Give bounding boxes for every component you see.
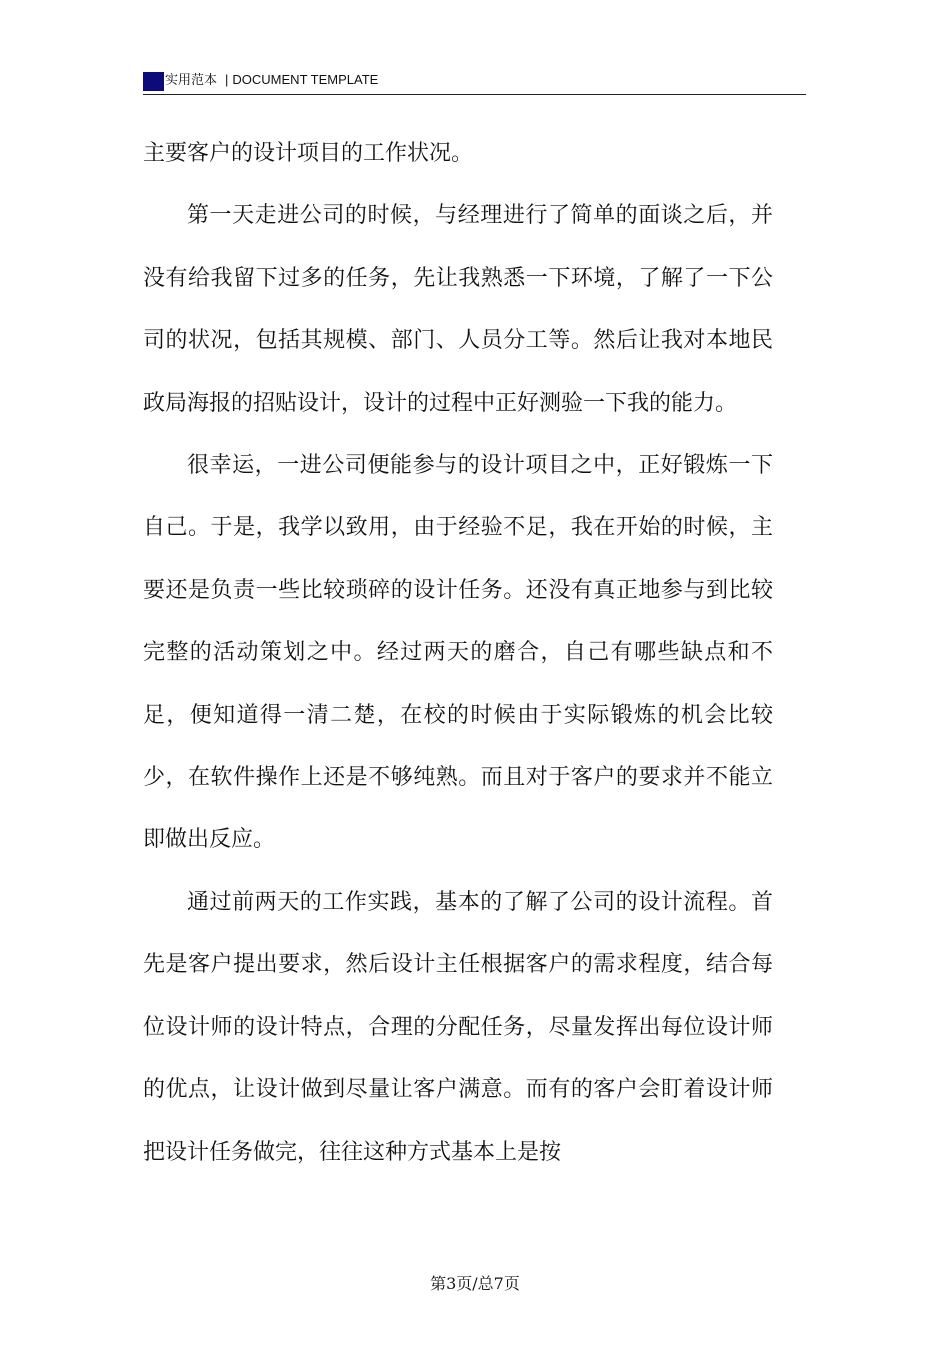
paragraph: 第一天走进公司的时候，与经理进行了简单的面谈之后，并没有给我留下过多的任务，先让我熟悉一下环境，了解了一下公司的状况，包括其规模、部门、人员分工等。然后让我对本地民政局海报的招贴设计，设计的过程中正好测验一下我的能力。	[143, 203, 773, 416]
header-logo-block	[143, 72, 164, 91]
header-title-cn: 实用范本	[165, 72, 218, 87]
page-footer	[0, 1274, 950, 1294]
paragraph-continued: 主要客户的设计项目的工作状况。	[143, 141, 474, 166]
header-title	[165, 72, 378, 88]
document-body	[143, 123, 773, 1184]
header-title-en: DOCUMENT TEMPLATE	[232, 72, 379, 87]
page-number: 第3页/总7页	[430, 1274, 520, 1293]
paragraph: 通过前两天的工作实践，基本的了解了公司的设计流程。首先是客户提出要求，然后设计主任根据客户的需求程度，结合每位设计师的设计特点，合理的分配任务，尽量发挥出每位设计师的优点，让设计做到尽量让客户满意。而有的客户会盯着设计师把设计任务做完，往往这种方式基本上是按	[143, 889, 773, 1165]
page-header	[143, 68, 806, 95]
header-separator: |	[225, 72, 229, 87]
paragraph: 很幸运，一进公司便能参与的设计项目之中，正好锻炼一下自己。于是，我学以致用，由于经验不足，我在开始的时候，主要还是负责一些比较琐碎的设计任务。还没有真正地参与到比较完整的活动策划之中。经过两天的磨合，自己有哪些缺点和不足，便知道得一清二楚，在校的时候由于实际锻炼的机会比较少，在软件操作上还是不够纯熟。而且对于客户的要求并不能立即做出反应。	[143, 453, 773, 853]
